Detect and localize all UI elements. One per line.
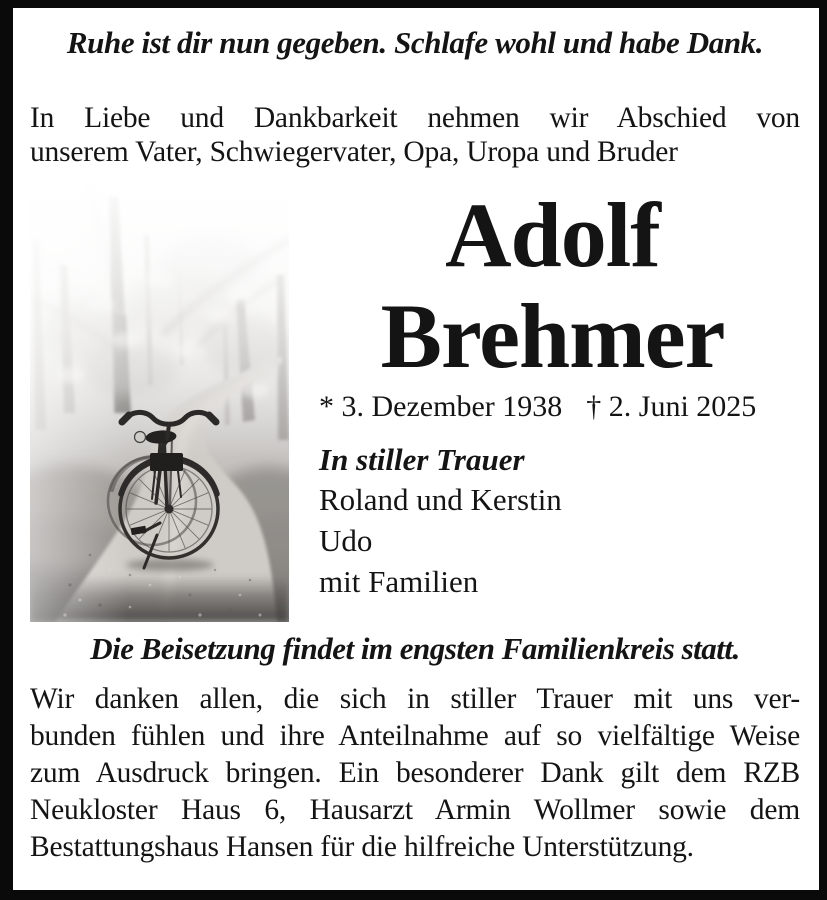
thanks-line: zum Ausdruck bringen. Ein besonderer Dank gilt dem RZB: [30, 757, 800, 789]
mourning-block: [305, 441, 800, 602]
mourner: Udo: [319, 523, 373, 558]
right-column: [305, 185, 800, 622]
mourning-heading: In stiller Trauer: [319, 442, 525, 477]
deceased-name: [305, 185, 800, 387]
thanks-line: Wir danken allen, die sich in stiller Trauer mit uns ver-: [30, 683, 800, 715]
intro-line: unserem Vater, Schwiegervater, Opa, Uropa und Bruder: [30, 135, 678, 168]
thanks-paragraph: [30, 681, 800, 866]
mourner: Roland und Kerstin: [319, 482, 562, 517]
life-dates: [305, 389, 800, 425]
death-date: † 2. Juni 2025: [586, 390, 757, 423]
thanks-line: Bestattungshaus Hansen für die hilfreiche Unterstützung.: [30, 831, 694, 863]
deceased-last-name: Brehmer: [380, 285, 725, 387]
deceased-first-name: Adolf: [445, 184, 660, 286]
mourner: mit Familien: [319, 564, 479, 599]
forest-path-bicycle-photo: [30, 185, 289, 622]
memorial-photo: [30, 185, 289, 622]
burial-note: Die Beisetzung findet im engsten Familienkreis statt.: [90, 631, 740, 666]
intro-paragraph: [30, 102, 800, 169]
thanks-line: bunden fühlen und ihre Anteilnahme auf so vielfältige Weise: [30, 720, 800, 752]
notice-body: [30, 185, 800, 622]
intro-line: In Liebe und Dankbarkeit nehmen wir Abschied von: [30, 102, 800, 134]
epigraph: Ruhe ist dir nun gegeben. Schlafe wohl und habe Dank.: [66, 25, 764, 60]
birth-date: * 3. Dezember 1938: [319, 390, 563, 423]
thanks-line: Neukloster Haus 6, Hausarzt Armin Wollmer sowie dem: [30, 794, 800, 826]
